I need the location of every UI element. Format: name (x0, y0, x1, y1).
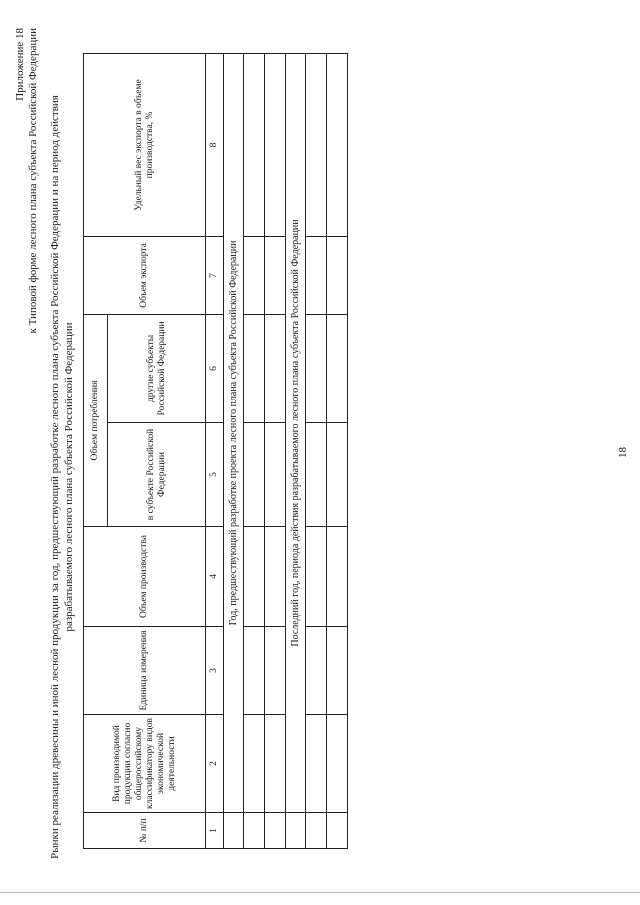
empty-cell (265, 53, 286, 236)
empty-cell (244, 715, 265, 813)
empty-cell (327, 527, 348, 627)
empty-cell (265, 527, 286, 627)
title-line-1: Рынки реализации древесины и иной лесной продукции за год, предшествующий разработке лесного плана субъекта Российской Федерации и на период действия (49, 95, 61, 859)
header-product: Вид производимой продукции согласно общероссийскому классификатору видов экономической деятельности (84, 715, 206, 813)
column-number: 1 (206, 813, 224, 849)
empty-cell (265, 715, 286, 813)
title-line-2: разрабатываемого лесного плана субъекта Российской Федерации (63, 322, 75, 632)
column-number: 5 (206, 423, 224, 527)
empty-cell (224, 813, 244, 849)
empty-cell (306, 527, 327, 627)
empty-cell (327, 813, 348, 849)
empty-cell (265, 423, 286, 527)
page-number: 18 (617, 447, 629, 458)
empty-cell (327, 627, 348, 715)
empty-cell (306, 314, 327, 422)
empty-cell (244, 314, 265, 422)
column-number: 4 (206, 527, 224, 627)
empty-cell (327, 423, 348, 527)
scan-edge-line (0, 892, 640, 893)
column-number: 2 (206, 715, 224, 813)
empty-cell (286, 813, 306, 849)
column-number: 6 (206, 314, 224, 422)
empty-cell (244, 527, 265, 627)
empty-cell (265, 236, 286, 314)
empty-cell (244, 423, 265, 527)
column-number: 3 (206, 627, 224, 715)
section-last-year: Последний год, периода действия разрабатываемого лесного плана субъекта Российской Федерации (286, 53, 306, 812)
column-number: 7 (206, 236, 224, 314)
header-consumption: Объем потребления (84, 314, 108, 526)
empty-cell (306, 53, 327, 236)
empty-cell (306, 423, 327, 527)
empty-cell (244, 627, 265, 715)
empty-cell (265, 314, 286, 422)
empty-cell (306, 627, 327, 715)
appendix-reference: к Типовой форме лесного плана субъекта Российской Федерации (27, 28, 39, 334)
column-number: 8 (206, 53, 224, 236)
empty-cell (306, 236, 327, 314)
header-unit: Единица измерения (84, 627, 206, 715)
empty-cell (244, 813, 265, 849)
section-previous-year: Год, предшествующий разработке проекта лесного плана субъекта Российской Федерации (224, 53, 244, 812)
empty-cell (327, 715, 348, 813)
header-in-subject: в субъекте Российской Федерации (108, 423, 206, 527)
header-export-share: Удельный вес экспорта в объеме производства, % (84, 53, 206, 236)
empty-cell (327, 53, 348, 236)
header-production: Объем производства (84, 527, 206, 627)
empty-cell (265, 813, 286, 849)
appendix-label: Приложение 18 (14, 28, 26, 101)
header-export: Объем экспорта (84, 236, 206, 314)
empty-cell (306, 715, 327, 813)
empty-cell (327, 314, 348, 422)
empty-cell (265, 627, 286, 715)
empty-cell (306, 813, 327, 849)
empty-cell (244, 53, 265, 236)
market-table (83, 53, 348, 849)
header-num: № п/п (84, 813, 206, 849)
empty-cell (244, 236, 265, 314)
document-title (48, 77, 76, 877)
header-other-subjects: другие субъекты Российской Федерации (108, 314, 206, 422)
empty-cell (327, 236, 348, 314)
